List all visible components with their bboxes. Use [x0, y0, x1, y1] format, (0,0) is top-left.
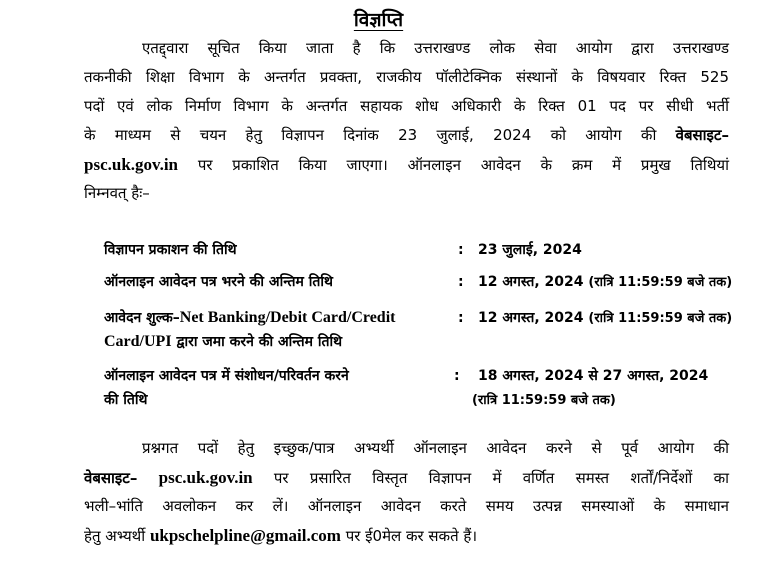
website-label: वेबसाइट–: [84, 469, 138, 487]
colon: :: [454, 368, 460, 384]
colon: :: [458, 242, 464, 258]
colon: :: [458, 310, 464, 326]
intro-paragraph: [84, 34, 729, 208]
para2-line-3: भली–भांति अवलोकन कर लें। ऑनलाइन आवेदन करते समय उत्पन्न समस्याओं के समाधान: [84, 497, 729, 515]
instructions-paragraph: [84, 434, 729, 550]
colon: :: [458, 274, 464, 290]
date-note: (रात्रि 11:59:59 बजे तक): [472, 393, 616, 408]
date-label: आवेदन शुल्क–Net Banking/Debit Card/Credit Card/UPI द्वारा जमा करने की अन्तिम तिथि: [104, 309, 396, 350]
para1-line-1: एतद्द्वारा सूचित किया जाता है कि उत्तराखण्ड लोक सेवा आयोग द्वारा उत्तराखण्ड: [142, 39, 729, 57]
website-url[interactable]: psc.uk.gov.in: [158, 468, 253, 487]
date-value: 12 अगस्त, 2024 (रात्रि 11:59:59 बजे तक): [478, 274, 733, 290]
para1-line-2: तकनीकी शिक्षा विभाग के अन्तर्गत प्रवक्ता, राजकीय पॉलीटेक्निक संस्थानों के विषयवार रिक्त 525: [84, 68, 729, 86]
date-value: 12 अगस्त, 2024 (रात्रि 11:59:59 बजे तक): [478, 310, 733, 326]
para2-line-1: प्रश्नगत पदों हेतु इच्छुक/पात्र अभ्यर्थी ऑनलाइन आवेदन करने से पूर्व आयोग की: [142, 439, 729, 457]
date-label: ऑनलाइन आवेदन पत्र में संशोधन/परिवर्तन करने की तिथि: [104, 368, 349, 408]
date-value: 23 जुलाई, 2024: [478, 242, 582, 258]
para1-line-3: पदों एवं लोक निर्माण विभाग के अन्तर्गत सहायक शोध अधिकारी के रिक्त 01 पद पर सीधी भर्ती: [84, 97, 729, 115]
date-note: (रात्रि 11:59:59 बजे तक): [588, 311, 733, 326]
notice-title: विज्ञप्ति: [353, 9, 404, 31]
website-label: वेबसाइट–: [675, 126, 729, 144]
date-note: (रात्रि 11:59:59 बजे तक): [588, 275, 733, 290]
para1-line-6: निम्नवत् हैः–: [84, 184, 150, 202]
date-label: विज्ञापन प्रकाशन की तिथि: [104, 242, 237, 258]
para1-line-4: के माध्यम से चयन हेतु विज्ञापन दिनांक 23 जुलाई, 2024 को आयोग की वेबसाइट–: [84, 126, 729, 144]
website-url[interactable]: psc.uk.gov.in: [84, 155, 179, 174]
helpline-email[interactable]: ukpschelpline@gmail.com: [149, 526, 341, 545]
para2-line-4: हेतु अभ्यर्थी ukpschelpline@gmail.com पर ई0मेल कर सकते हैं।: [84, 526, 478, 545]
date-value: 18 अगस्त, 2024 से 27 अगस्त, 2024 (रात्रि 11:59:59 बजे तक): [472, 368, 709, 408]
date-label: ऑनलाइन आवेदन पत्र भरने की अन्तिम तिथि: [104, 274, 333, 290]
para1-line-5: psc.uk.gov.in पर प्रकाशित किया जाएगा। ऑनलाइन आवेदन के क्रम में प्रमुख तिथियां: [84, 155, 729, 174]
para2-line-2: वेबसाइट– psc.uk.gov.in पर प्रसारित विस्तृत विज्ञापन में वर्णित समस्त शर्तों/निर्देशों का: [84, 468, 729, 487]
